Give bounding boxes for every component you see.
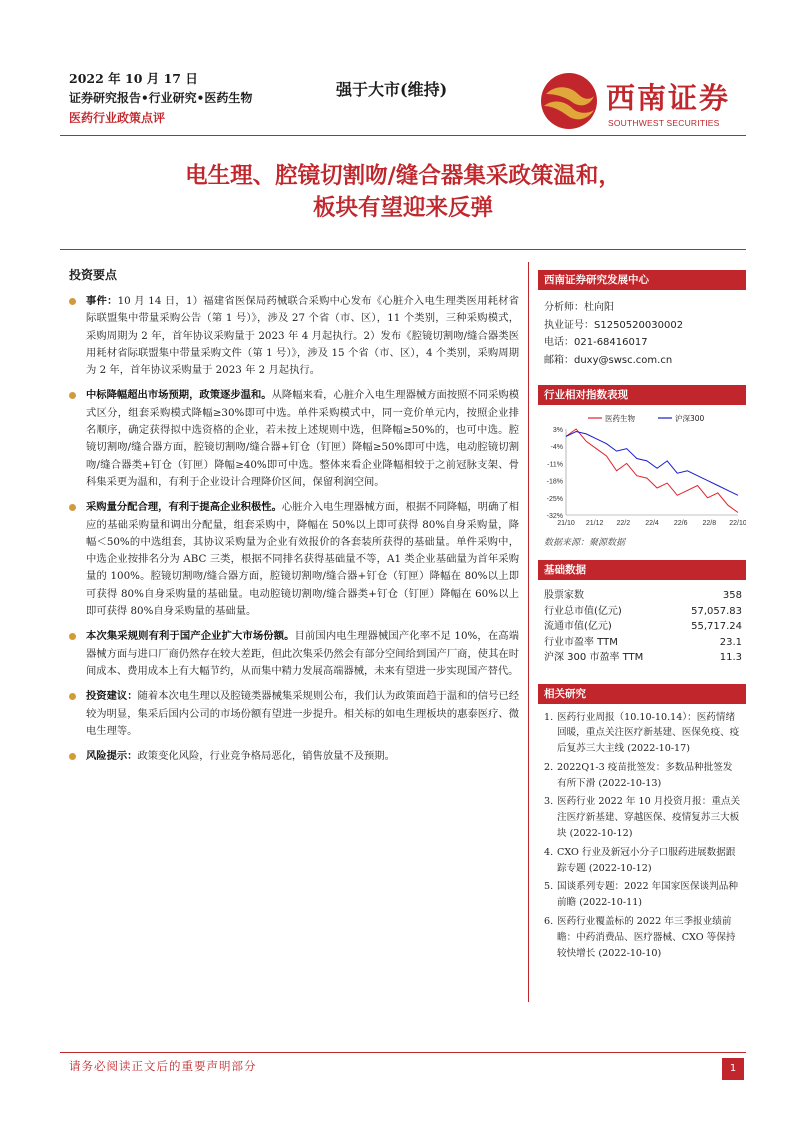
section-title: 投资要点 bbox=[69, 268, 118, 282]
bullet-head: 风险提示： bbox=[86, 750, 138, 763]
footer-divider bbox=[60, 1052, 746, 1053]
basic-value: 55,717.24 bbox=[691, 621, 742, 632]
basic-data-table bbox=[538, 580, 746, 666]
bullet-event bbox=[69, 293, 519, 379]
basic-row bbox=[538, 588, 746, 604]
basic-value: 11.3 bbox=[719, 652, 742, 663]
basic-value: 23.1 bbox=[719, 636, 742, 648]
relative-index-chart bbox=[538, 405, 746, 533]
chart-x-tick-label: 22/6 bbox=[673, 520, 688, 527]
analyst-license-row bbox=[544, 317, 742, 335]
chart-legend-label: 沪深300 bbox=[675, 414, 705, 423]
bullet-head: 本次集采规则有利于国产企业扩大市场份额。 bbox=[86, 630, 295, 643]
chart-svg bbox=[538, 405, 746, 533]
title-line-2: 板块有望迎来反弹 bbox=[312, 195, 493, 221]
bullet-head: 采购量分配合理，有利于提高企业积极性。 bbox=[86, 501, 282, 514]
related-item[interactable] bbox=[544, 710, 742, 757]
logo-text-cn: 西南证券 bbox=[606, 81, 731, 115]
logo-text-en: SOUTHWEST SECURITIES bbox=[608, 118, 720, 128]
related-item[interactable] bbox=[544, 879, 742, 911]
basic-label: 行业总市值(亿元) bbox=[544, 605, 622, 617]
analyst-phone-label: 电话： bbox=[544, 337, 574, 348]
basic-label: 股票家数 bbox=[544, 590, 584, 601]
main-content bbox=[69, 266, 519, 773]
chart-x-tick-label: 22/8 bbox=[702, 520, 717, 527]
chart-x-tick-label: 22/4 bbox=[645, 520, 659, 527]
basic-row bbox=[538, 604, 746, 620]
chart-y-tick-label: -25% bbox=[546, 495, 563, 503]
bullet-risk bbox=[69, 748, 519, 765]
title-line-1: 电生理、腔镜切割吻/缝合器集采政策温和， bbox=[185, 163, 621, 189]
logo-emblem-icon bbox=[540, 72, 598, 130]
report-type: 证券研究报告•行业研究•医药生物 bbox=[69, 91, 253, 105]
bullet-investment bbox=[69, 688, 519, 740]
bullet-text: 目前国内电生理器械国产化率不足 10%，在高端器械方面与进口厂商仍然存在较大差距，但此次集采仍然会有部分空间给到国产厂商，使其在时间成本、费用成本上有大幅节约，从而集中精力发展高端器械，未来有望进一步实现国产替代。 bbox=[86, 630, 519, 677]
title-divider bbox=[60, 249, 746, 250]
analyst-name: 杜向阳 bbox=[584, 302, 614, 313]
basic-value: 57,057.83 bbox=[691, 605, 742, 617]
analyst-phone-row bbox=[544, 334, 742, 352]
page-number: 1 bbox=[722, 1058, 744, 1080]
column-divider bbox=[528, 262, 529, 1002]
analyst-name-row bbox=[544, 299, 742, 317]
related-num: 4. bbox=[544, 846, 554, 858]
basic-value: 358 bbox=[722, 590, 742, 601]
report-date: 2022 年 10 月 17 日 bbox=[69, 71, 198, 86]
basic-label: 流通市值(亿元) bbox=[544, 621, 612, 632]
company-logo bbox=[540, 72, 740, 132]
related-item[interactable] bbox=[544, 760, 742, 792]
bullet-volume bbox=[69, 499, 519, 620]
footer-disclaimer: 请务必阅读正文后的重要声明部分 bbox=[69, 1059, 257, 1073]
related-num: 6. bbox=[544, 916, 554, 928]
related-text: 医药行业覆盖标的 2022 年三季报业绩前瞻：中药消费品、医疗器械、CXO 等保持较快增长 (2022-10-10) bbox=[557, 916, 736, 959]
chart-y-tick-label: -32% bbox=[546, 513, 563, 520]
analyst-info bbox=[538, 290, 746, 369]
related-num: 5. bbox=[544, 881, 554, 893]
bullet-text: 心脏介入电生理器械方面，根据不同降幅，明确了相应的基础采购量和调出分配量，组套采购中，降幅在 50%以上即可获得 80%自身采购量，降幅＜50%的中选组套，其协议采购量为企业有效报价的各套装所获得的基础量。单件采购中，中选企业按排名分为 ABC 三类，根据不同排名获得基础量不等，A1 类企业基础量为首年采购量的 100%。腔镜切割吻/缝合器方面，腔镜切割吻/缝合器+钉仓（钉匣）降幅在 80%以上即可获得 80%自身采购量的基础量。电动腔镜切割吻/缝合器类+钉仓（钉匣）降幅在 60%以上即可获得 80%自身采购量的基础量。 bbox=[86, 501, 520, 618]
related-research-list bbox=[538, 704, 746, 962]
chart-series-line-1 bbox=[566, 432, 738, 496]
basic-row bbox=[538, 635, 746, 651]
header-divider bbox=[60, 135, 746, 136]
chart-y-tick-label: -4% bbox=[550, 444, 563, 452]
related-item[interactable] bbox=[544, 914, 742, 961]
analyst-license: S1250520030002 bbox=[594, 319, 684, 331]
report-title bbox=[60, 160, 746, 224]
sidebar bbox=[538, 270, 746, 964]
basic-label: 行业市盈率 TTM bbox=[544, 636, 618, 648]
basic-row bbox=[538, 619, 746, 635]
related-text: 国谈系列专题：2022 年国家医保谈判品种前瞻 (2022-10-11) bbox=[557, 881, 738, 909]
bullet-text: 从降幅来看，心脏介入电生理器械方面按照不同采购模式区分，组套采购模式降幅≥30%即可中选。单件采购模式中，同一竞价单元内，按照企业排名顺序，确定获得拟中选资格的企业，若未按上述规则中选，但降幅≥50%的，也可中选。腔镜切割吻/缝合器方面，腔镜切割吻/缝合器+钉仓（钉匣）降幅≥50%即可中选，电动腔镜切割吻/缝合器类+钉仓（钉匣）降幅≥40%即可中选。整体来看企业降幅相较于之前冠脉支架、骨科集采更为温和，有利于企业设计合理降价区间，保留利润空间。 bbox=[86, 389, 520, 488]
chart-header: 行业相对指数表现 bbox=[538, 385, 746, 405]
chart-x-tick-label: 22/2 bbox=[616, 520, 631, 527]
related-item[interactable] bbox=[544, 845, 742, 877]
chart-y-tick-label: -18% bbox=[546, 478, 563, 486]
bullet-head: 中标降幅超出市场预期，政策逐步温和。 bbox=[86, 389, 272, 402]
bullet-price-cut bbox=[69, 387, 519, 491]
bullet-dot-icon bbox=[69, 504, 76, 511]
chart-series-line-0 bbox=[566, 429, 738, 513]
related-text: 医药行业周报（10.10-10.14）：医药情绪回暖，重点关注医疗新基建、医保免疫、疫后复苏三大主线 (2022-10-17) bbox=[557, 711, 740, 755]
related-text: 2022Q1-3 疫苗批签发：多数品种批签发有所下滑 (2022-10-13) bbox=[557, 761, 733, 789]
bullet-dot-icon bbox=[69, 753, 76, 760]
related-num: 2. bbox=[544, 761, 554, 773]
analyst-email-label: 邮箱： bbox=[544, 354, 574, 366]
basic-label: 沪深 300 市盈率 TTM bbox=[544, 652, 644, 663]
related-text: 医药行业 2022 年 10 月投资月报：重点关注医疗新基建、穿越医保、疫情复苏三大板块 (2022-10-12) bbox=[557, 796, 741, 840]
bullet-head: 投资建议： bbox=[86, 690, 138, 703]
report-category: 医药行业政策点评 bbox=[69, 111, 166, 125]
related-text: CXO 行业及新冠小分子口服药进展数据跟踪专题 (2022-10-12) bbox=[557, 846, 736, 874]
bullet-text: 随着本次电生理以及腔镜类器械集采规则公布，我们认为政策面趋于温和的信号已经较为明显，集采后国内公司的市场份额有望进一步提升。相关标的如电生理板块的惠泰医疗、微电生理等。 bbox=[86, 690, 520, 737]
analyst-license-label: 执业证号： bbox=[544, 319, 594, 331]
research-center-header: 西南证券研究发展中心 bbox=[538, 270, 746, 290]
bullet-dot-icon bbox=[69, 298, 76, 305]
related-num: 3. bbox=[544, 796, 554, 808]
chart-source: 数据来源：聚源数据 bbox=[544, 538, 626, 548]
analyst-name-label: 分析师： bbox=[544, 302, 584, 313]
analyst-email[interactable]: duxy@swsc.com.cn bbox=[574, 354, 673, 366]
chart-x-tick-label: 21/12 bbox=[585, 520, 604, 527]
bullet-dot-icon bbox=[69, 693, 76, 700]
related-item[interactable] bbox=[544, 794, 742, 841]
related-num: 1. bbox=[544, 711, 554, 723]
header-left bbox=[69, 70, 329, 128]
basic-data-header: 基础数据 bbox=[538, 560, 746, 580]
analyst-phone: 021-68416017 bbox=[574, 337, 648, 348]
chart-x-tick-label: 22/10 bbox=[729, 520, 746, 527]
analyst-email-row bbox=[544, 352, 742, 370]
bullet-dot-icon bbox=[69, 633, 76, 640]
bullet-domestic bbox=[69, 628, 519, 680]
bullet-dot-icon bbox=[69, 392, 76, 399]
chart-legend-label: 医药生物 bbox=[605, 414, 635, 423]
chart-y-tick-label: -11% bbox=[547, 461, 563, 469]
rating: 强于大市(维持) bbox=[336, 80, 448, 99]
basic-row bbox=[538, 650, 746, 666]
chart-x-tick-label: 21/10 bbox=[557, 520, 575, 527]
bullet-head: 事件： bbox=[86, 295, 118, 307]
bullet-text: 政策变化风险，行业竞争格局恶化，销售放量不及预期。 bbox=[137, 750, 395, 763]
related-research-header: 相关研究 bbox=[538, 684, 746, 704]
chart-y-tick-label: 3% bbox=[552, 427, 563, 434]
bullet-text: 10 月 14 日，1）福建省医保局药械联合采购中心发布《心脏介入电生理类医用耗材省际联盟集中带量采购公告（第 1 号）》，涉及 27 个省（市、区），11 个类别，三种采购模式，采购周期为 2 年，首年协议采购量于 2023 年 4 月起执行。2）发布《腔镜切割吻/缝合器类医用耗材省际联盟集中带量采购文件（第 1 号）》，涉及 15 个省（市、区），4 个类别，采购周期为 2 年，首年协议采购量于 2023 年 2 月起执行。 bbox=[86, 295, 520, 377]
